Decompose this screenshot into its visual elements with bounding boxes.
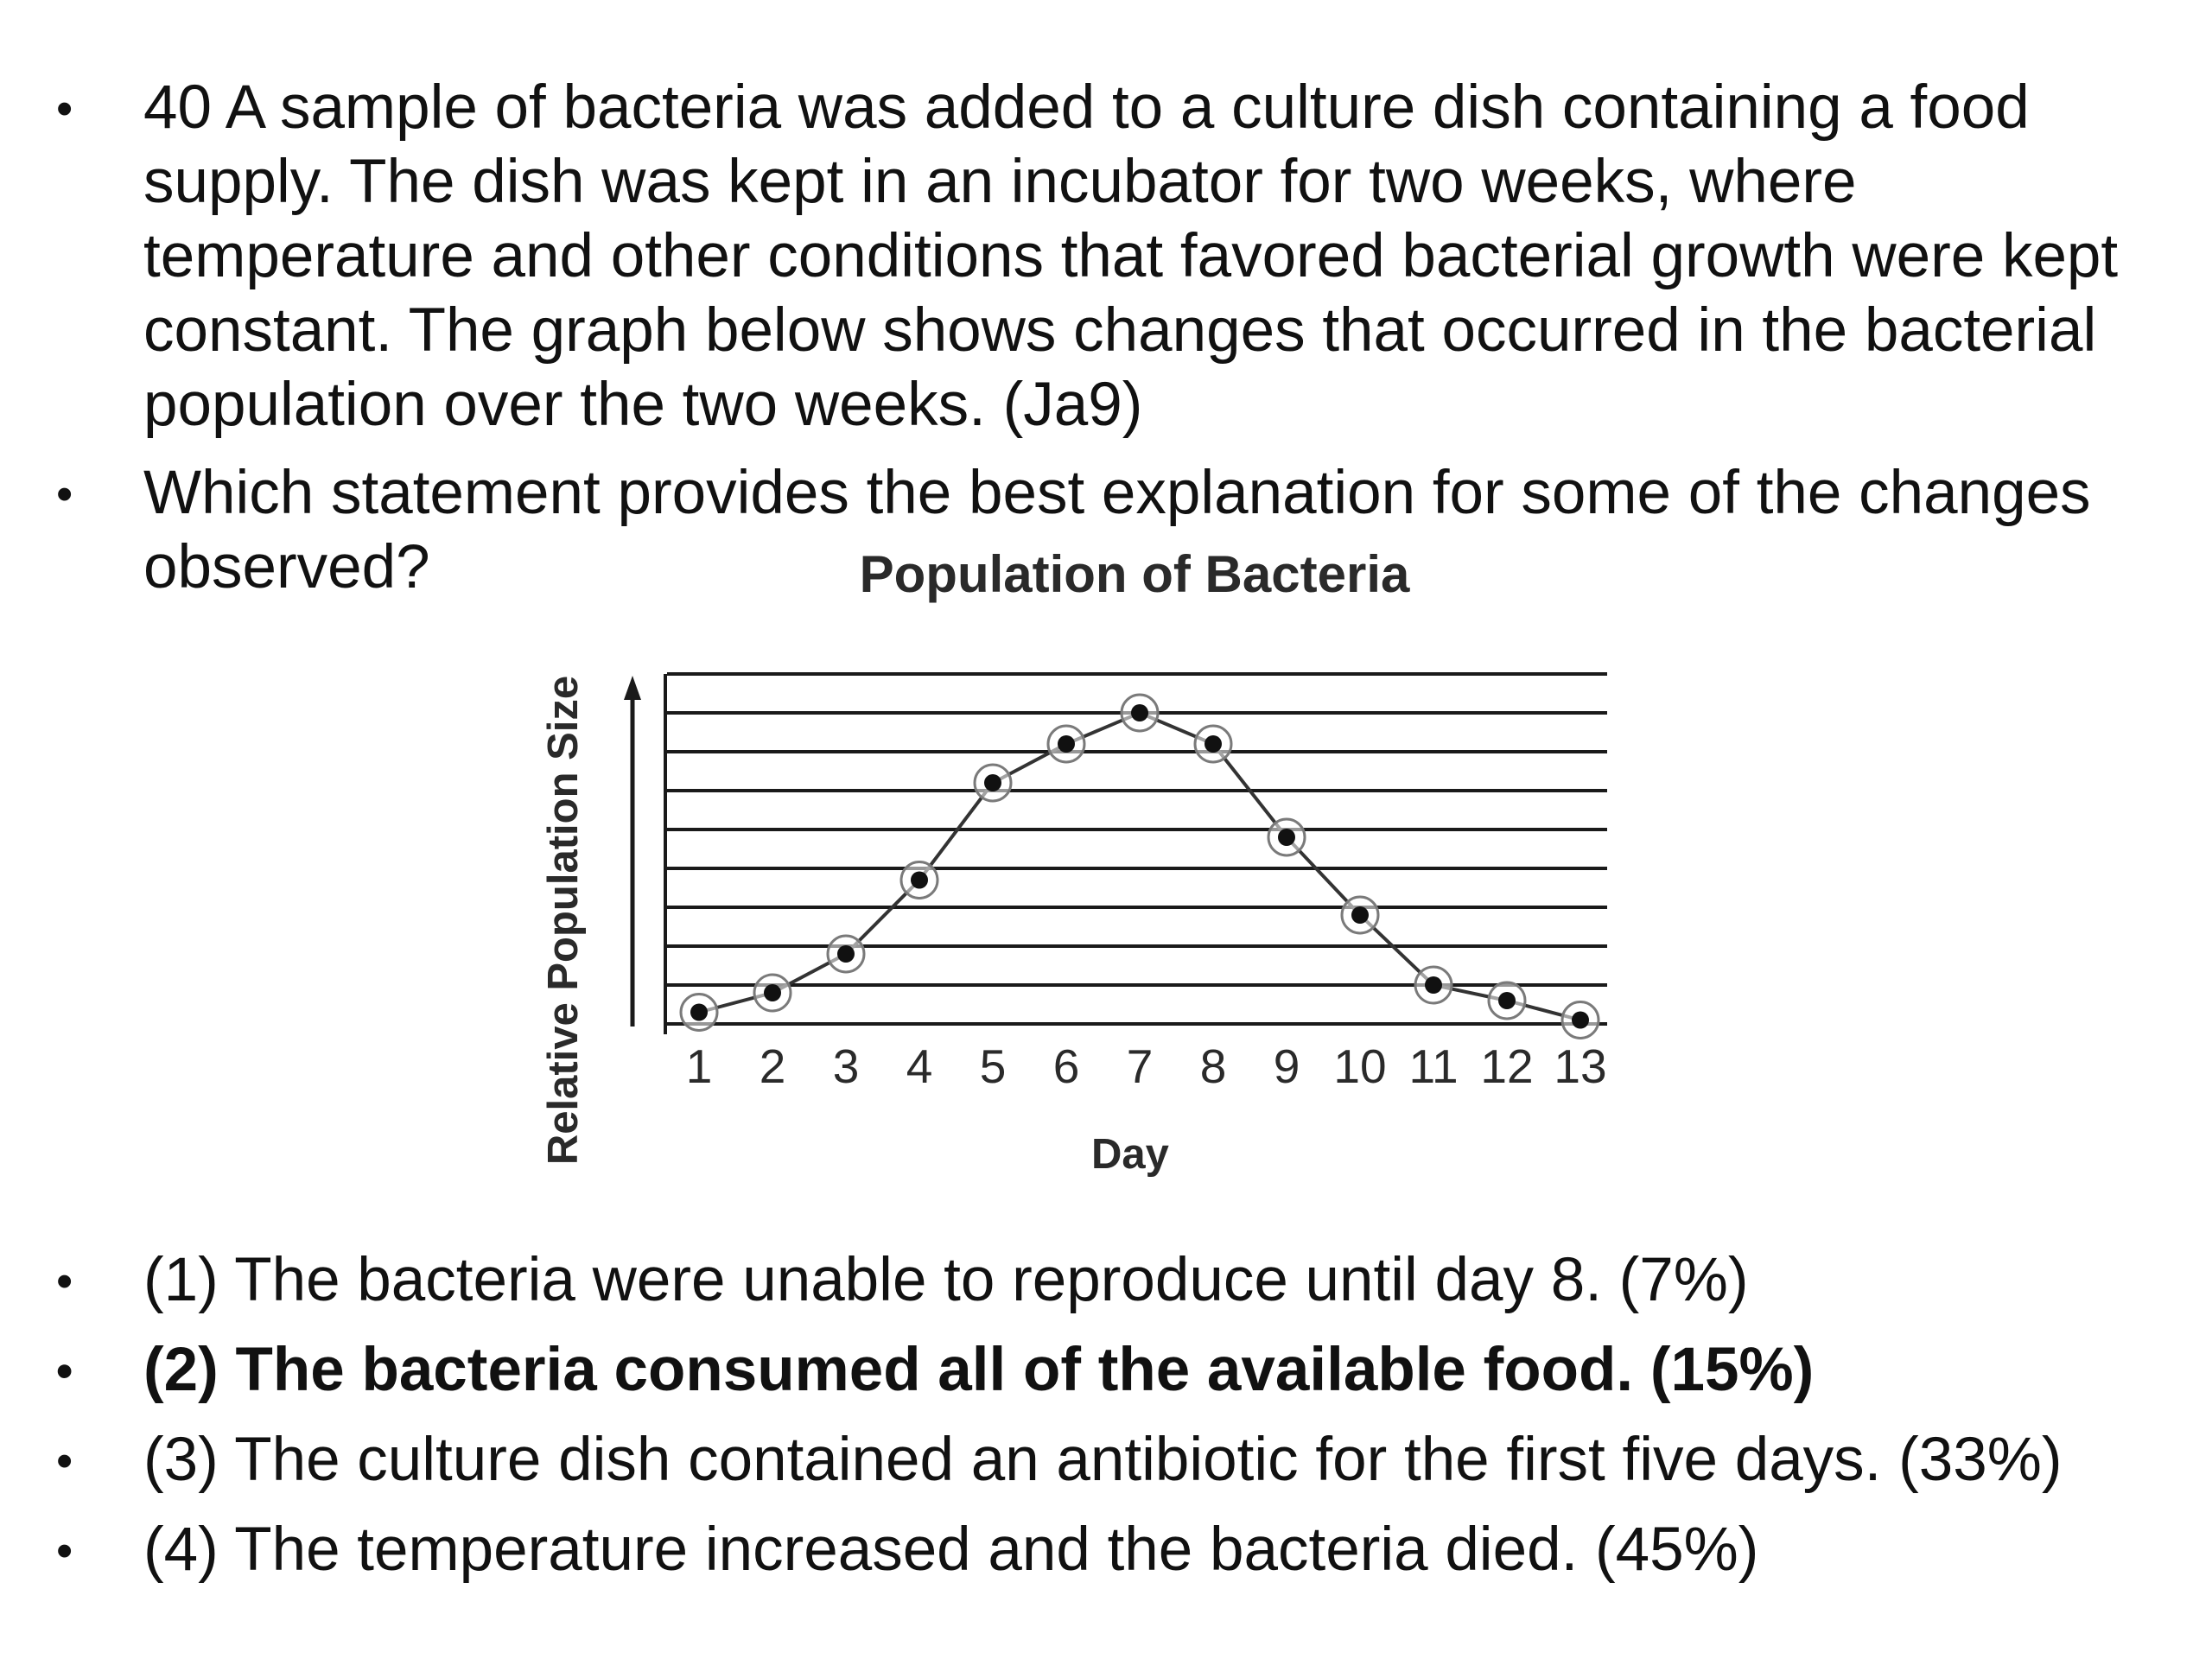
x-tick-label: 13 — [1554, 1039, 1607, 1093]
x-tick-labels — [686, 1039, 1607, 1093]
bullet: • — [56, 81, 73, 135]
answer-choice-3[interactable] — [48, 1422, 2173, 1498]
x-tick-label: 6 — [1052, 1039, 1080, 1093]
bullet: • — [56, 1344, 73, 1397]
data-point-day-6 — [1048, 726, 1084, 762]
answer-text: (2) The bacteria consumed all of the available food. (15%) — [143, 1336, 1815, 1404]
data-point-day-8 — [1195, 726, 1231, 762]
question-stem: 40 A sample of bacteria was added to a culture dish containing a food supply. The dish was kept in an incubator for two weeks, where temperature and other conditions that favored bacterial growth were kept constant. The graph below shows changes that occurred in the bacterial population over the two weeks. (Ja9) — [143, 73, 2119, 439]
data-point-day-13 — [1562, 1002, 1599, 1039]
x-tick-label: 10 — [1333, 1039, 1387, 1093]
x-axis-label: Day — [1091, 1131, 1169, 1178]
bullet: • — [56, 1433, 73, 1487]
answer-choice-1[interactable] — [48, 1243, 2173, 1319]
y-axis-label: Relative Population Size — [540, 675, 587, 1166]
population-chart — [501, 553, 1642, 1210]
x-tick-label: 5 — [979, 1039, 1007, 1093]
x-tick-label: 3 — [832, 1039, 860, 1093]
answer-text: (4) The temperature increased and the bacteria died. (45%) — [143, 1516, 1759, 1584]
data-point-day-10 — [1342, 897, 1378, 933]
data-point-day-5 — [975, 765, 1011, 801]
data-point-day-1 — [681, 995, 717, 1031]
data-point-day-3 — [828, 936, 864, 972]
x-tick-label: 7 — [1126, 1039, 1154, 1093]
x-tick-label: 4 — [906, 1039, 933, 1093]
question-stem-item — [48, 71, 2173, 442]
x-tick-label: 12 — [1480, 1039, 1534, 1093]
x-tick-label: 9 — [1273, 1039, 1300, 1093]
y-axis-arrow-head — [624, 676, 641, 700]
data-point-day-2 — [754, 975, 791, 1011]
bullet: • — [56, 467, 73, 520]
data-point-day-4 — [901, 862, 938, 899]
x-tick-label: 8 — [1199, 1039, 1227, 1093]
bullet: • — [56, 1523, 73, 1577]
data-point-day-12 — [1489, 982, 1525, 1019]
x-tick-label: 1 — [685, 1039, 713, 1093]
data-point-day-9 — [1268, 819, 1305, 855]
bullet: • — [56, 1254, 73, 1307]
answer-list — [48, 1243, 2173, 1602]
answer-text: (3) The culture dish contained an antibiotic for the first five days. (33%) — [143, 1426, 2063, 1494]
data-point-day-11 — [1415, 967, 1452, 1003]
question-list — [48, 71, 2173, 605]
answer-text: (1) The bacteria were unable to reproduce until day 8. (7%) — [143, 1246, 1749, 1314]
question-prompt: Which statement provides the best explanation for some of the changes observed? — [143, 459, 2091, 601]
answer-choice-2[interactable] — [48, 1332, 2173, 1408]
chart-title: Population of Bacteria — [859, 553, 1410, 603]
x-tick-label: 2 — [759, 1039, 786, 1093]
x-tick-label: 11 — [1408, 1039, 1459, 1093]
answer-choice-4[interactable] — [48, 1512, 2173, 1588]
data-point-day-7 — [1122, 695, 1158, 731]
